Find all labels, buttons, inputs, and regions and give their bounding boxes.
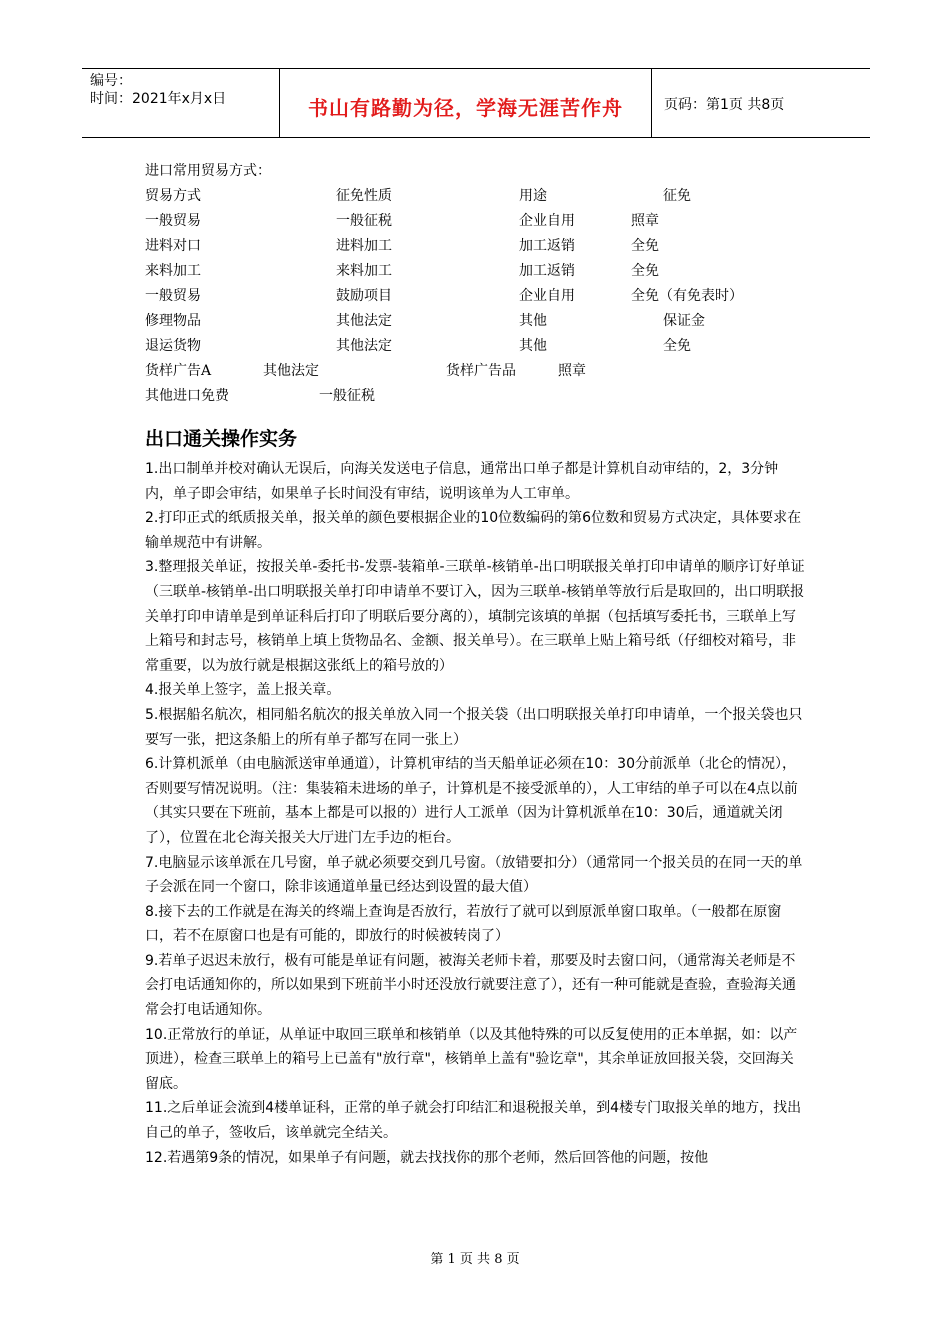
table-cell: 照章 <box>558 363 586 379</box>
table-cell: 货样广告品 <box>446 363 516 379</box>
table-cell: 企业自用 <box>519 213 575 229</box>
table-cell: 其他进口免费 <box>145 388 229 404</box>
table-cell: 加工返销 <box>519 238 575 254</box>
paragraph: 8.接下去的工作就是在海关的终端上查询是否放行，若放行了就可以到原派单窗口取单。（一般都在原窗口，若不在原窗口也是有可能的，即放行的时候被转岗了） <box>145 903 782 945</box>
paragraph: 11.之后单证会流到4楼单证科，正常的单子就会打印结汇和退税报关单，到4楼专门取报关单的地方，找出自己的单子，签收后，该单就完全结关。 <box>145 1100 802 1142</box>
table-cell: 一般征税 <box>319 388 375 404</box>
body-text <box>145 457 805 1170</box>
paragraph: 4.报关单上签字，盖上报关章。 <box>145 682 341 699</box>
paragraph: 12.若遇第9条的情况，如果单子有问题，就去找找你的那个老师，然后回答他的问题，按他 <box>145 1149 709 1166</box>
table-cell: 鼓励项目 <box>336 288 392 304</box>
table-cell: 全免 <box>663 338 691 354</box>
table-cell: 退运货物 <box>145 338 201 354</box>
paragraph: 5.根据船名航次，相同船名航次的报关单放入同一个报关袋（出口明联报关单打印申请单，一个报关袋也只要写一张，把这条船上的所有单子都写在同一张上） <box>145 706 803 748</box>
table-cell: 企业自用 <box>519 288 575 304</box>
table-cell: 进料加工 <box>336 238 392 254</box>
page-header <box>82 68 870 138</box>
table-cell: 修理物品 <box>145 313 201 329</box>
table-cell: 照章 <box>631 213 659 229</box>
doc-time-label: 时间：2021年x月x日 <box>90 91 227 107</box>
table-cell: 全免 <box>631 263 659 279</box>
table-cell: 货样广告A <box>145 363 212 379</box>
table-cell: 一般贸易 <box>145 288 201 304</box>
paragraph: 7.电脑显示该单派在几号窗，单子就必须要交到几号窗。（放错要扣分）（通常同一个报关员的在同一天的单子会派在同一个窗口，除非该通道单量已经达到设置的最大值） <box>145 854 803 896</box>
header-motto: 书山有路勤为径，学海无涯苦作舟 <box>308 96 623 120</box>
trade-table-caption: 进口常用贸易方式： <box>145 163 271 179</box>
table-cell: 来料加工 <box>145 263 201 279</box>
section-title: 出口通关操作实务 <box>145 428 298 450</box>
table-cell: 一般征税 <box>336 213 392 229</box>
table-cell: 用途 <box>519 188 547 204</box>
table-cell: 加工返销 <box>519 263 575 279</box>
table-cell: 全免（有免表时） <box>631 288 743 304</box>
paragraph: 9.若单子迟迟未放行，极有可能是单证有问题，被海关老师卡着，那要及时去窗口问，（通常海关老师是不会打电话通知你的，所以如果到下班前半小时还没放行就要注意了），还有一种可能就是查验，查验海关通常会打电话通知你。 <box>145 952 796 1019</box>
table-cell: 其他法定 <box>336 313 392 329</box>
paragraph: 2.打印正式的纸质报关单，报关单的颜色要根据企业的10位数编码的第6位数和贸易方式决定，具体要求在输单规范中有讲解。 <box>145 510 802 551</box>
table-cell: 其他法定 <box>336 338 392 354</box>
table-cell: 保证金 <box>663 313 705 329</box>
paragraph: 1.出口制单并校对确认无误后，向海关发送电子信息，通常出口单子都是计算机自动审结的，2，3分钟内，单子即会审结，如果单子长时间没有审结，说明该单为人工审单。 <box>145 461 779 502</box>
table-cell: 征免性质 <box>336 188 392 204</box>
page-footer: 第 1 页 共 8 页 <box>430 1252 520 1267</box>
table-cell: 一般贸易 <box>145 213 201 229</box>
header-meta <box>82 69 280 137</box>
table-cell: 其他 <box>519 338 547 354</box>
table-cell: 全免 <box>631 238 659 254</box>
header-page-info: 页码：第1页 共8页 <box>664 97 785 113</box>
header-motto-cell <box>280 69 652 137</box>
paragraph: 6.计算机派单（由电脑派送审单通道），计算机审结的当天船单证必须在10：30分前派单（北仑的情况），否则要写情况说明。（注：集装箱未进场的单子，计算机是不接受派单的），人工审结的单子可以在4点以前（其实只要在下班前，基本上都是可以报的）进行人工派单（因为计算机派单在10：30后，通道就关闭了），位置在北仑海关报关大厅进门左手边的柜台。 <box>145 756 798 846</box>
table-cell: 其他法定 <box>263 363 319 379</box>
table-cell: 征免 <box>663 188 691 204</box>
paragraph: 3.整理报关单证，按报关单-委托书-发票-装箱单-三联单-核销单-出口明联报关单打印申请单的顺序订好单证（三联单-核销单-出口明联报关单打印申请单不要订入，因为三联单-核销单等放行后是取回的，出口明联报关单打印申请单是到单证科后打印了明联后要分离的），填制完该填的单据（包括填写委托书，三联单上写上箱号和封志号，核销单上填上货物品名、金额、报关单号）。在三联单上贴上箱号纸（仔细校对箱号，非常重要，以为放行就是根据这张纸上的箱号放的） <box>145 559 805 674</box>
table-cell: 来料加工 <box>336 263 392 279</box>
table-cell: 其他 <box>519 313 547 329</box>
paragraph: 10.正常放行的单证，从单证中取回三联单和核销单（以及其他特殊的可以反复使用的正本单据，如：以产顶进），检查三联单上的箱号上已盖有"放行章"，核销单上盖有"验讫章"，其余单证放回报关袋，交回海关留底。 <box>145 1026 798 1092</box>
doc-number-label: 编号： <box>90 73 132 89</box>
table-cell: 贸易方式 <box>145 188 201 204</box>
table-cell: 进料对口 <box>145 238 201 254</box>
